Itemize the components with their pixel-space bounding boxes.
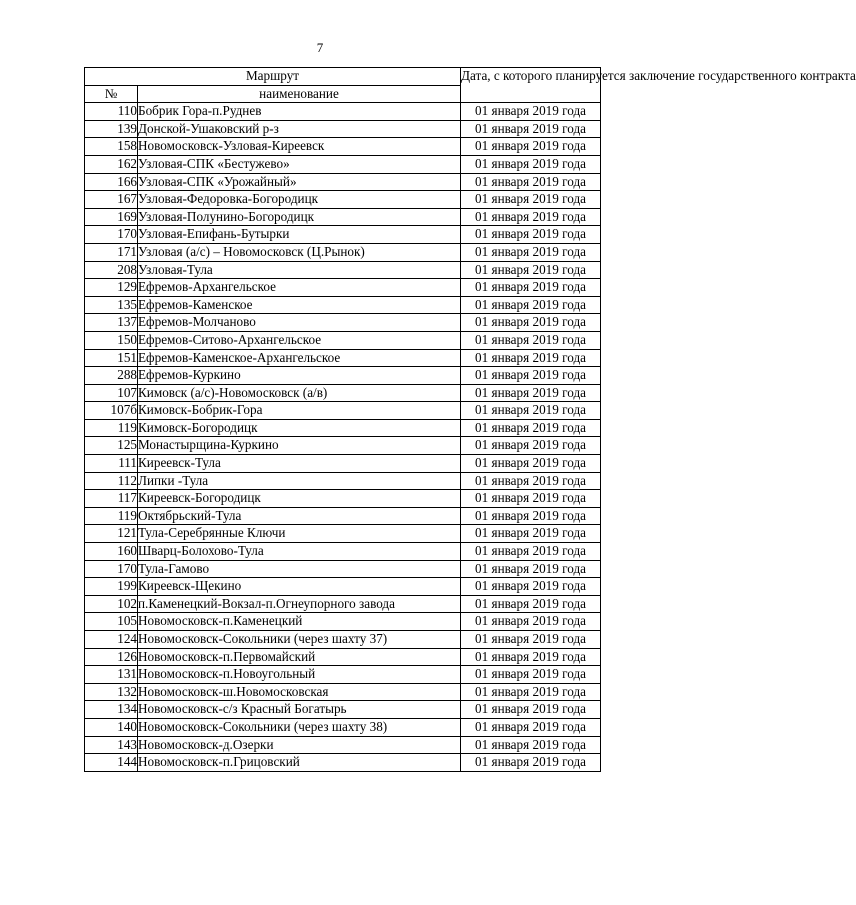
route-number: 199 [85,578,138,596]
table-row [85,683,601,701]
route-number: 144 [85,754,138,772]
contract-date: 01 января 2019 года [461,367,601,385]
route-number: 140 [85,718,138,736]
table-row [85,367,601,385]
route-name: Узловая-Епифань-Бутырки [138,226,461,244]
route-number: 105 [85,613,138,631]
route-number: 288 [85,367,138,385]
route-number: 137 [85,314,138,332]
contract-date: 01 января 2019 года [461,455,601,473]
route-name: Узловая-Тула [138,261,461,279]
route-name: Новомосковск-Сокольники (через шахту 38) [138,718,461,736]
header-route: Маршрут [85,68,461,86]
route-number: 129 [85,279,138,297]
route-name: Липки -Тула [138,472,461,490]
contract-date: 01 января 2019 года [461,419,601,437]
route-number: 143 [85,736,138,754]
contract-date: 01 января 2019 года [461,560,601,578]
route-name: Киреевск-Богородицк [138,490,461,508]
route-name: Новомосковск-п.Новоугольный [138,666,461,684]
contract-date: 01 января 2019 года [461,525,601,543]
route-name: Кимовск-Богородицк [138,419,461,437]
table-row [85,402,601,420]
contract-date: 01 января 2019 года [461,490,601,508]
table-row [85,613,601,631]
contract-date: 01 января 2019 года [461,173,601,191]
table-row [85,191,601,209]
contract-date: 01 января 2019 года [461,736,601,754]
contract-date: 01 января 2019 года [461,226,601,244]
route-number: 167 [85,191,138,209]
route-name: Октябрьский-Тула [138,507,461,525]
contract-date: 01 января 2019 года [461,384,601,402]
table-row [85,173,601,191]
route-number: 150 [85,331,138,349]
table-row [85,349,601,367]
route-name: Новомосковск-Узловая-Киреевск [138,138,461,156]
contract-date: 01 января 2019 года [461,120,601,138]
table-row [85,578,601,596]
contract-date: 01 января 2019 года [461,261,601,279]
route-number: 111 [85,455,138,473]
header-name: наименование [138,85,461,103]
route-number: 151 [85,349,138,367]
route-name: Монастырщина-Куркино [138,437,461,455]
header-row-top [85,68,601,86]
contract-date: 01 января 2019 года [461,349,601,367]
contract-date: 01 января 2019 года [461,243,601,261]
contract-date: 01 января 2019 года [461,138,601,156]
route-number: 102 [85,595,138,613]
route-name: Донской-Ушаковский р-з [138,120,461,138]
route-number: 131 [85,666,138,684]
route-name: Новомосковск-д.Озерки [138,736,461,754]
table-row [85,507,601,525]
route-name: Тула-Серебрянные Ключи [138,525,461,543]
table-row [85,631,601,649]
table-row [85,419,601,437]
table-row [85,138,601,156]
page-number: 7 [316,40,324,55]
table-row [85,701,601,719]
table-row [85,455,601,473]
route-name: Бобрик Гора-п.Руднев [138,103,461,121]
route-name: Новомосковск-п.Грицовский [138,754,461,772]
route-number: 158 [85,138,138,156]
table-row [85,666,601,684]
route-name: Тула-Гамово [138,560,461,578]
table-row [85,525,601,543]
route-number: 169 [85,208,138,226]
table-row [85,243,601,261]
route-number: 139 [85,120,138,138]
table-row [85,279,601,297]
table-row [85,120,601,138]
contract-date: 01 января 2019 года [461,437,601,455]
contract-date: 01 января 2019 года [461,296,601,314]
contract-date: 01 января 2019 года [461,718,601,736]
table-row [85,384,601,402]
table-row [85,331,601,349]
route-name: Ефремов-Ситово-Архангельское [138,331,461,349]
contract-date: 01 января 2019 года [461,472,601,490]
route-name: Новомосковск-п.Каменецкий [138,613,461,631]
contract-date: 01 января 2019 года [461,578,601,596]
route-number: 126 [85,648,138,666]
table-row [85,736,601,754]
contract-date: 01 января 2019 года [461,507,601,525]
route-number: 135 [85,296,138,314]
route-name: Узловая-СПК «Бестужево» [138,155,461,173]
table-row [85,155,601,173]
route-name: Ефремов-Каменское-Архангельское [138,349,461,367]
route-name: Киреевск-Тула [138,455,461,473]
header-date: Дата, с которого планируется заключение государственного контракта [461,68,601,103]
route-name: Узловая-Полунино-Богородицк [138,208,461,226]
table-row [85,296,601,314]
contract-date: 01 января 2019 года [461,279,601,297]
route-number: 110 [85,103,138,121]
route-name: Ефремов-Архангельское [138,279,461,297]
route-number: 171 [85,243,138,261]
contract-date: 01 января 2019 года [461,191,601,209]
route-name: Узловая (а/с) – Новомосковск (Ц.Рынок) [138,243,461,261]
route-name: Кимовск (а/с)-Новомосковск (а/в) [138,384,461,402]
route-number: 107 [85,384,138,402]
contract-date: 01 января 2019 года [461,683,601,701]
contract-date: 01 января 2019 года [461,754,601,772]
table-row [85,595,601,613]
table-row [85,261,601,279]
table-row [85,226,601,244]
route-number: 107б [85,402,138,420]
contract-date: 01 января 2019 года [461,402,601,420]
route-number: 119 [85,419,138,437]
table-row [85,437,601,455]
route-number: 160 [85,543,138,561]
contract-date: 01 января 2019 года [461,648,601,666]
table-row [85,648,601,666]
route-number: 112 [85,472,138,490]
route-number: 162 [85,155,138,173]
routes-table [84,67,856,772]
route-number: 124 [85,631,138,649]
contract-date: 01 января 2019 года [461,314,601,332]
route-number: 170 [85,560,138,578]
routes-table-body [85,103,601,772]
table-row [85,208,601,226]
table-row [85,754,601,772]
header-number: № [85,85,138,103]
route-number: 208 [85,261,138,279]
route-number: 121 [85,525,138,543]
table-row [85,490,601,508]
route-number: 117 [85,490,138,508]
table-row [85,543,601,561]
route-name: Новомосковск-п.Первомайский [138,648,461,666]
route-name: Узловая-Федоровка-Богородицк [138,191,461,209]
contract-date: 01 января 2019 года [461,331,601,349]
contract-date: 01 января 2019 года [461,595,601,613]
table-row [85,103,601,121]
contract-date: 01 января 2019 года [461,666,601,684]
route-name: Киреевск-Щекино [138,578,461,596]
contract-date: 01 января 2019 года [461,155,601,173]
contract-date: 01 января 2019 года [461,631,601,649]
route-name: Ефремов-Каменское [138,296,461,314]
route-name: Узловая-СПК «Урожайный» [138,173,461,191]
table-row [85,718,601,736]
route-name: п.Каменецкий-Вокзал-п.Огнеупорного завода [138,595,461,613]
route-name: Новомосковск-Сокольники (через шахту 37) [138,631,461,649]
route-number: 170 [85,226,138,244]
table-row [85,472,601,490]
route-name: Ефремов-Куркино [138,367,461,385]
contract-date: 01 января 2019 года [461,543,601,561]
route-number: 125 [85,437,138,455]
route-name: Шварц-Болохово-Тула [138,543,461,561]
contract-date: 01 января 2019 года [461,701,601,719]
table-row [85,560,601,578]
contract-date: 01 января 2019 года [461,613,601,631]
route-name: Новомосковск-ш.Новомосковская [138,683,461,701]
route-name: Ефремов-Молчаново [138,314,461,332]
route-number: 134 [85,701,138,719]
table-row [85,314,601,332]
route-name: Новомосковск-с/з Красный Богатырь [138,701,461,719]
route-number: 132 [85,683,138,701]
contract-date: 01 января 2019 года [461,103,601,121]
contract-date: 01 января 2019 года [461,208,601,226]
route-number: 166 [85,173,138,191]
route-name: Кимовск-Бобрик-Гора [138,402,461,420]
route-number: 119 [85,507,138,525]
